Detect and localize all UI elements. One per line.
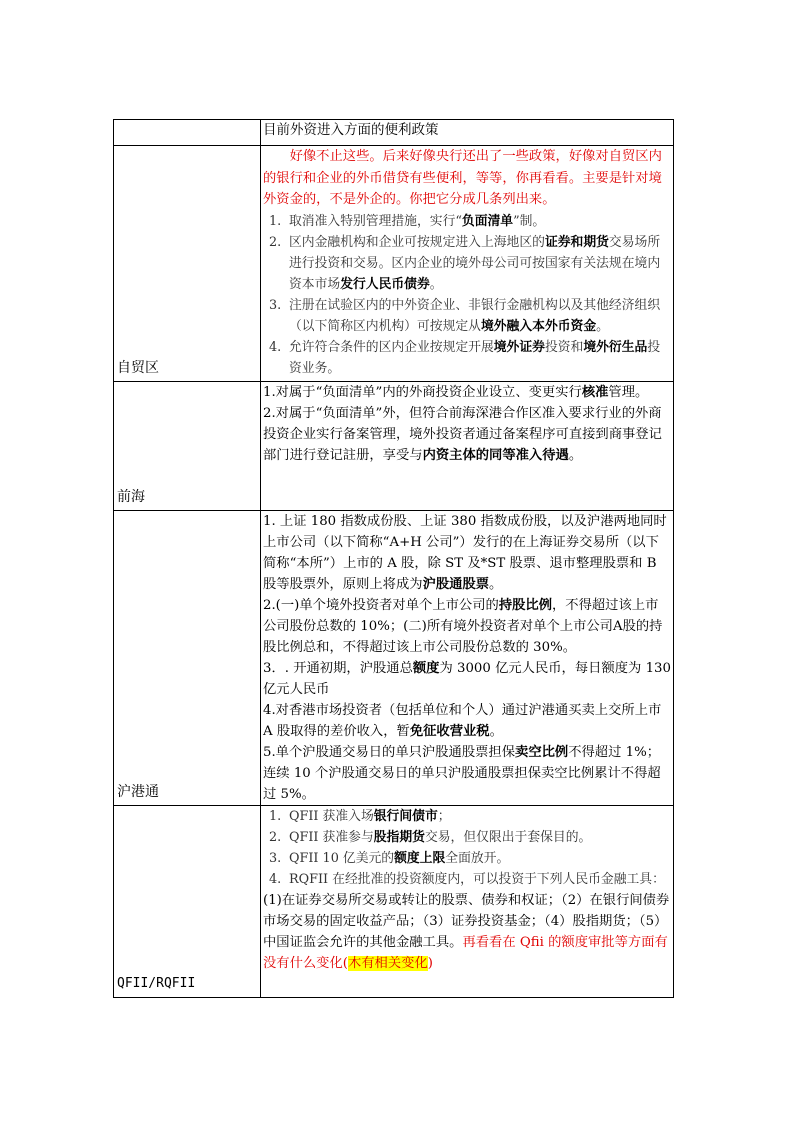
list-item: 1. 取消准入特别管理措施，实行“负面清单”制。 bbox=[269, 213, 546, 229]
table-row bbox=[114, 146, 674, 382]
qfii-content bbox=[261, 806, 674, 998]
row-label-fta: 自贸区 bbox=[114, 146, 261, 382]
list-item: 3. 注册在试验区内的中外资企业、非银行金融机构以及其他经济组织（以下简称区内机构）可按规定从境外融入本外币资金。 bbox=[269, 297, 661, 334]
qianhai-point-2: 2.对属于“负面清单”外，但符合前海深港合作区准入要求行业的外商投资企业实行备案管理，境外投资者通过备案程序可直接到商事登记部门进行登记註册，享受与内资主体的同等准入待遇。 bbox=[263, 406, 662, 463]
qfii-highlight: 木有相关变化 bbox=[347, 956, 428, 971]
row-label-shhk: 沪港通 bbox=[114, 511, 261, 806]
shhk-point-1: 1. 上证 180 指数成份股、上证 380 指数成份股，以及沪港两地同时上市公司（以下简称“A+H 公司”）发行的在上海证券交易所（以下简称“本所”）上市的 A 股，除 ST 及*ST 股票、退市整理股票和 B 股等股票外，原则上将成为沪股通股票。 bbox=[263, 514, 667, 592]
list-item: 1. QFII 获准入场银行间债市； bbox=[269, 809, 451, 824]
shhk-point-5: 5.单个沪股通交易日的单只沪股通股票担保卖空比例不得超过 1%；连续 10 个沪股通交易日的单只沪股通股票担保卖空比例累计不得超过 5%。 bbox=[263, 745, 661, 802]
shhk-content bbox=[261, 511, 674, 806]
shhk-point-3: 3．. 开通初期，沪股通总额度为 3000 亿元人民币，每日额度为 130 亿元人民币 bbox=[263, 661, 671, 697]
qfii-comment: 再看看在 Qfii 的额度审批等方面有没有什么变化( bbox=[263, 935, 668, 971]
list-item: 4. 允许符合条件的区内企业按规定开展境外证券投资和境外衍生品投资业务。 bbox=[269, 339, 661, 376]
qianhai-point-1: 1.对属于“负面清单”内的外商投资企业设立、变更实行核准管理。 bbox=[263, 385, 649, 400]
table-header-row bbox=[114, 120, 674, 146]
qfii-instruments: (1)在证券交易所交易或转让的股票、债券和权证；（2）在银行间债券市场交易的固定收益产品；（3）证券投资基金；（4）股指期货；（5）中国证监会允许的其他金融工具。再看看在 Qfii 的额度审批等方面有没有什么变化(木有相关变化) bbox=[263, 893, 670, 971]
list-item: 4. RQFII 在经批准的投资额度内，可以投资于下列人民币金融工具： bbox=[269, 872, 665, 887]
list-item: 3. QFII 10 亿美元的额度上限全面放开。 bbox=[269, 851, 510, 866]
row-label-qianhai: 前海 bbox=[114, 382, 261, 511]
table-row bbox=[114, 511, 674, 806]
fta-content bbox=[261, 146, 674, 382]
policy-table bbox=[113, 119, 674, 998]
row-label-qfii: QFII/RQFII bbox=[114, 806, 261, 998]
list-item: 2. 区内金融机构和企业可按规定进入上海地区的证券和期货交易场所进行投资和交易。区内企业的境外母公司可按国家有关法规在境内资本市场发行人民币债券。 bbox=[269, 234, 661, 292]
header-left-cell bbox=[114, 120, 261, 146]
list-item: 2. QFII 获准参与股指期货交易，但仅限出于套保目的。 bbox=[269, 830, 592, 845]
qianhai-content bbox=[261, 382, 674, 511]
shhk-point-2: 2.(一)单个境外投资者对单个上市公司的持股比例，不得超过该上市公司股份总数的 10%；(二)所有境外投资者对单个上市公司A股的持股比例总和，不得超过该上市公司股份总数的 30%。 bbox=[263, 598, 663, 655]
header-title: 目前外资进入方面的便利政策 bbox=[261, 120, 674, 146]
fta-comment: 好像不止这些。后来好像央行还出了一些政策，好像对自贸区内的银行和企业的外币借贷有些便利，等等，你再看看。主要是针对境外资金的，不是外企的。你把它分成几条列出来。 bbox=[263, 149, 662, 207]
table-row bbox=[114, 806, 674, 998]
shhk-point-4: 4.对香港市场投资者（包括单位和个人）通过沪港通买卖上交所上市 A 股取得的差价收入，暂免征收营业税。 bbox=[263, 703, 662, 739]
table-row bbox=[114, 382, 674, 511]
